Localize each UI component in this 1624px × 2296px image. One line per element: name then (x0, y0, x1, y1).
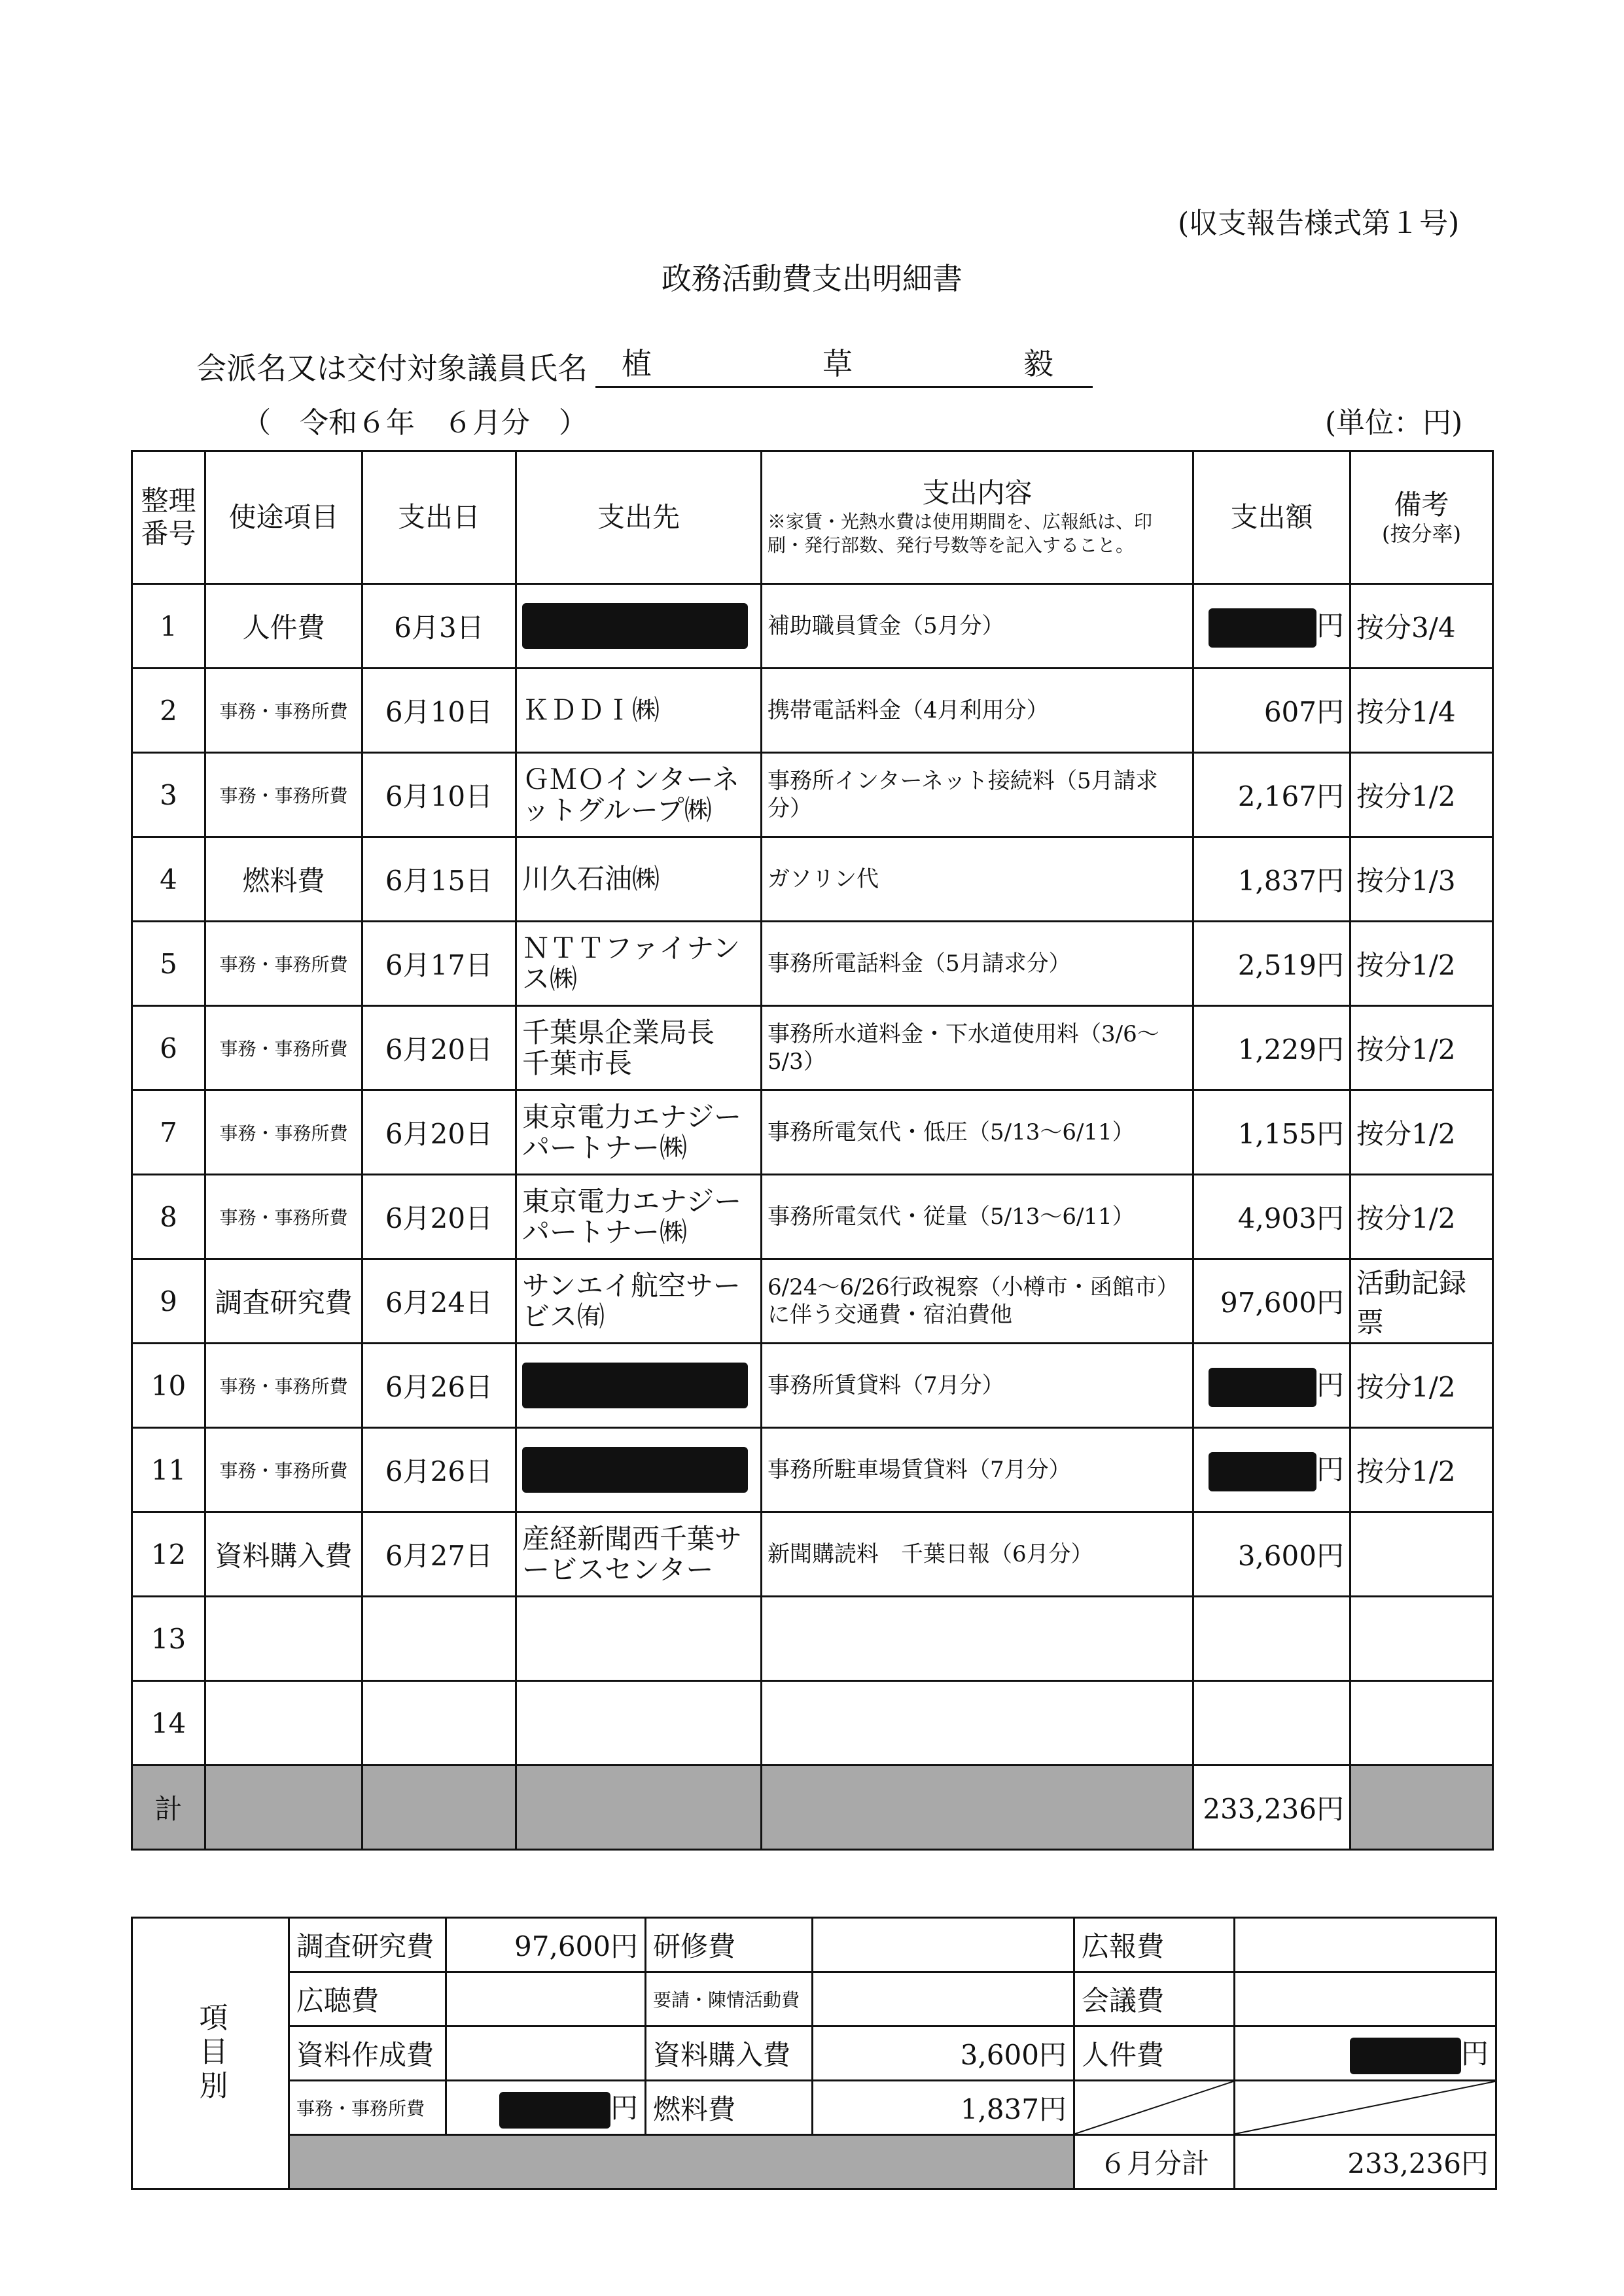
row-remarks: 按分1/2 (1350, 922, 1493, 1006)
row-content: 携帯電話料金（4月利用分） (762, 669, 1193, 753)
member-line (196, 340, 1093, 388)
row-date: 6月26日 (362, 1428, 516, 1512)
table-row (132, 837, 1493, 922)
row-category: 事務・事務所費 (205, 922, 362, 1006)
row-category: 資料購入費 (205, 1512, 362, 1597)
table-row (132, 1344, 1493, 1428)
summary-office-suffix: 円 (610, 2092, 638, 2124)
total-amount: 233,236円 (1193, 1765, 1350, 1850)
row-amount-suffix: 円 (1316, 949, 1344, 981)
row-amount-value: 1,229 (1237, 1034, 1316, 1066)
header-remarks-sub: (按分率) (1382, 521, 1461, 546)
row-date: 6月3日 (362, 584, 516, 669)
row-category: 事務・事務所費 (205, 1090, 362, 1175)
row-amount-suffix: 円 (1316, 1369, 1344, 1401)
row-payee (516, 1681, 762, 1765)
summary-month-total-label: ６月分計 (1074, 2135, 1235, 2189)
row-no: 14 (132, 1681, 205, 1765)
row-amount (1193, 1428, 1350, 1512)
row-amount-suffix: 円 (1316, 1118, 1344, 1150)
row-no: 1 (132, 584, 205, 669)
table-row (132, 1681, 1493, 1765)
row-category: 事務・事務所費 (205, 669, 362, 753)
row-content (762, 1597, 1193, 1681)
summary-pr-value (1235, 1918, 1496, 1972)
member-name (595, 340, 1093, 388)
summary-side-label: 項目別 (132, 1918, 289, 2189)
row-date (362, 1681, 516, 1765)
table-header-row (132, 451, 1493, 584)
summary-personnel-label: 人件費 (1074, 2026, 1235, 2081)
row-category (205, 1597, 362, 1681)
redacted-block (1209, 1368, 1316, 1407)
header-remarks-label: 備考 (1394, 488, 1449, 521)
row-category: 事務・事務所費 (205, 1428, 362, 1512)
row-payee: 東京電力エナジーパートナー㈱ (516, 1090, 762, 1175)
row-payee (516, 1428, 762, 1512)
redacted-block (1209, 608, 1316, 648)
redacted-block (522, 603, 748, 649)
row-amount-value: 3,600 (1237, 1540, 1316, 1572)
row-payee: ＮＴＴファイナンス㈱ (516, 922, 762, 1006)
member-label: 会派名又は交付対象議員氏名 (196, 351, 588, 386)
summary-gray-fill (289, 2135, 1074, 2189)
row-no: 11 (132, 1428, 205, 1512)
table-row (132, 584, 1493, 669)
row-remarks (1350, 1681, 1493, 1765)
row-no: 6 (132, 1006, 205, 1090)
row-remarks: 按分1/2 (1350, 1175, 1493, 1259)
summary-docmaking-value (446, 2026, 646, 2081)
summary-meeting-value (1235, 1972, 1496, 2026)
row-category: 人件費 (205, 584, 362, 669)
row-amount-suffix: 円 (1316, 1453, 1344, 1486)
row-payee: サンエイ航空サービス㈲ (516, 1259, 762, 1344)
unit-label: (単位：円) (1325, 406, 1463, 440)
row-content: 事務所電話料金（5月請求分） (762, 922, 1193, 1006)
table-row (132, 1597, 1493, 1681)
redacted-block (1209, 1452, 1316, 1491)
redacted-block (499, 2092, 610, 2129)
summary-fuel-label: 燃料費 (646, 2081, 813, 2135)
header-no: 整理番号 (132, 451, 205, 584)
form-number: (収支報告様式第１号) (1178, 207, 1460, 240)
row-payee: 千葉県企業局長 千葉市長 (516, 1006, 762, 1090)
row-amount-suffix: 円 (1316, 1202, 1344, 1234)
row-amount (1193, 1597, 1350, 1681)
summary-research-value: 97,600円 (446, 1918, 646, 1972)
row-remarks: 按分3/4 (1350, 584, 1493, 669)
row-amount (1193, 1090, 1350, 1175)
row-content: 事務所電気代・低圧（5/13～6/11） (762, 1090, 1193, 1175)
row-content (762, 1681, 1193, 1765)
row-amount (1193, 1344, 1350, 1428)
row-payee: 産経新聞西千葉サービスセンター (516, 1512, 762, 1597)
summary-fuel-value: 1,837円 (813, 2081, 1074, 2135)
row-content: 補助職員賃金（5月分） (762, 584, 1193, 669)
total-empty (362, 1765, 516, 1850)
row-payee: ＧＭＯインターネットグループ㈱ (516, 753, 762, 837)
row-amount (1193, 837, 1350, 922)
table-body (132, 584, 1493, 1765)
row-amount (1193, 669, 1350, 753)
summary-empty-diagonal (1235, 2081, 1496, 2135)
summary-training-value (813, 1918, 1074, 1972)
row-remarks: 按分1/2 (1350, 1090, 1493, 1175)
total-empty (205, 1765, 362, 1850)
row-date: 6月17日 (362, 922, 516, 1006)
row-category: 事務・事務所費 (205, 1175, 362, 1259)
row-content: 事務所水道料金・下水道使用料（3/6～5/3） (762, 1006, 1193, 1090)
row-category: 調査研究費 (205, 1259, 362, 1344)
diagonal-line (1235, 2081, 1495, 2134)
row-amount-suffix: 円 (1316, 1034, 1344, 1066)
row-content: 事務所インターネット接続料（5月請求分） (762, 753, 1193, 837)
row-remarks: 按分1/2 (1350, 753, 1493, 837)
row-no: 3 (132, 753, 205, 837)
row-date: 6月10日 (362, 753, 516, 837)
row-amount-value: 607 (1263, 696, 1316, 728)
row-category: 事務・事務所費 (205, 753, 362, 837)
row-remarks: 按分1/2 (1350, 1344, 1493, 1428)
row-amount-suffix: 円 (1316, 610, 1344, 642)
header-content (762, 451, 1193, 584)
row-no: 13 (132, 1597, 205, 1681)
table-row (132, 1006, 1493, 1090)
row-amount-suffix: 円 (1316, 780, 1344, 812)
summary-month-total-value: 233,236円 (1235, 2135, 1496, 2189)
row-amount (1193, 1512, 1350, 1597)
row-content: 新聞購読料 千葉日報（6月分） (762, 1512, 1193, 1597)
member-name-char: 草 (822, 346, 853, 381)
summary-hearing-label: 広聴費 (289, 1972, 446, 2026)
diagonal-line (1075, 2081, 1233, 2134)
row-payee: ＫＤＤＩ㈱ (516, 669, 762, 753)
table-row (132, 1259, 1493, 1344)
row-content: 6/24～6/26行政視察（小樽市・函館市）に伴う交通費・宿泊費他 (762, 1259, 1193, 1344)
member-name-char: 植 (622, 346, 652, 381)
row-date: 6月24日 (362, 1259, 516, 1344)
row-amount-value: 2,519 (1237, 949, 1316, 981)
row-no: 12 (132, 1512, 205, 1597)
row-payee (516, 1597, 762, 1681)
row-no: 2 (132, 669, 205, 753)
summary-meeting-label: 会議費 (1074, 1972, 1235, 2026)
header-content-note: ※家賃・光熱水費は使用期間を、広報紙は、印刷・発行部数、発行号数等を記入すること。 (768, 510, 1153, 557)
row-payee (516, 584, 762, 669)
redacted-block (522, 1363, 748, 1408)
table-row (132, 1175, 1493, 1259)
row-date (362, 1597, 516, 1681)
row-amount (1193, 1259, 1350, 1344)
row-amount (1193, 753, 1350, 837)
row-date: 6月27日 (362, 1512, 516, 1597)
row-no: 10 (132, 1344, 205, 1428)
redacted-block (1350, 2038, 1461, 2074)
row-category: 燃料費 (205, 837, 362, 922)
row-date: 6月20日 (362, 1006, 516, 1090)
document-title: 政務活動費支出明細書 (662, 261, 962, 296)
row-date: 6月20日 (362, 1090, 516, 1175)
table-row (132, 1512, 1493, 1597)
total-row (132, 1765, 1493, 1850)
summary-petition-value (813, 1972, 1074, 2026)
row-amount-suffix: 円 (1316, 696, 1344, 728)
summary-hearing-value (446, 1972, 646, 2026)
row-amount-suffix: 円 (1316, 865, 1344, 897)
summary-petition-label: 要請・陳情活動費 (646, 1972, 813, 2026)
row-remarks: 按分1/2 (1350, 1428, 1493, 1512)
row-remarks: 按分1/2 (1350, 1006, 1493, 1090)
table-row (132, 669, 1493, 753)
summary-office-label: 事務・事務所費 (289, 2081, 446, 2135)
row-remarks (1350, 1512, 1493, 1597)
total-empty (516, 1765, 762, 1850)
row-content: 事務所賃貸料（7月分） (762, 1344, 1193, 1428)
row-category: 事務・事務所費 (205, 1344, 362, 1428)
row-amount-value: 4,903 (1237, 1202, 1316, 1234)
row-remarks: 活動記録票 (1350, 1259, 1493, 1344)
total-empty (1350, 1765, 1493, 1850)
row-amount (1193, 1175, 1350, 1259)
row-remarks (1350, 1597, 1493, 1681)
row-no: 8 (132, 1175, 205, 1259)
row-amount-value: 97,600 (1220, 1287, 1316, 1319)
row-date: 6月20日 (362, 1175, 516, 1259)
header-amount: 支出額 (1193, 451, 1350, 584)
header-date: 支出日 (362, 451, 516, 584)
row-amount-suffix: 円 (1316, 1287, 1344, 1319)
row-amount (1193, 584, 1350, 669)
row-category (205, 1681, 362, 1765)
header-remarks (1350, 451, 1493, 584)
table-row (132, 1090, 1493, 1175)
summary-training-label: 研修費 (646, 1918, 813, 1972)
row-category: 事務・事務所費 (205, 1006, 362, 1090)
row-date: 6月15日 (362, 837, 516, 922)
summary-personnel-suffix: 円 (1460, 2038, 1489, 2070)
total-label: 計 (132, 1765, 205, 1850)
summary-empty-diagonal (1074, 2081, 1235, 2135)
row-remarks: 按分1/3 (1350, 837, 1493, 922)
row-amount-suffix: 円 (1316, 1540, 1344, 1572)
row-amount (1193, 1681, 1350, 1765)
table-row (132, 1428, 1493, 1512)
summary-docbuy-label: 資料購入費 (646, 2026, 813, 2081)
row-amount-value: 1,155 (1237, 1118, 1316, 1150)
summary-docbuy-value: 3,600円 (813, 2026, 1074, 2081)
total-empty (762, 1765, 1193, 1850)
summary-docmaking-label: 資料作成費 (289, 2026, 446, 2081)
expense-table (131, 450, 1494, 1851)
header-payee: 支出先 (516, 451, 762, 584)
row-remarks: 按分1/4 (1350, 669, 1493, 753)
row-amount (1193, 1006, 1350, 1090)
summary-office-value (446, 2081, 646, 2135)
row-content: 事務所駐車場賃貸料（7月分） (762, 1428, 1193, 1512)
summary-research-label: 調査研究費 (289, 1918, 446, 1972)
row-content: ガソリン代 (762, 837, 1193, 922)
row-payee (516, 1344, 762, 1428)
row-date: 6月26日 (362, 1344, 516, 1428)
row-no: 7 (132, 1090, 205, 1175)
row-amount-value: 1,837 (1237, 865, 1316, 897)
header-content-label: 支出内容 (922, 477, 1033, 510)
row-amount-value: 2,167 (1237, 780, 1316, 812)
table-row (132, 753, 1493, 837)
summary-personnel-value (1235, 2026, 1496, 2081)
row-payee: 東京電力エナジーパートナー㈱ (516, 1175, 762, 1259)
redacted-block (522, 1447, 748, 1493)
member-name-char: 毅 (1023, 346, 1053, 381)
row-no: 5 (132, 922, 205, 1006)
row-no: 9 (132, 1259, 205, 1344)
row-content: 事務所電気代・従量（5/13～6/11） (762, 1175, 1193, 1259)
row-no: 4 (132, 837, 205, 922)
row-amount (1193, 922, 1350, 1006)
row-date: 6月10日 (362, 669, 516, 753)
summary-table (131, 1917, 1497, 2190)
header-category: 使途項目 (205, 451, 362, 584)
period: （ 令和６年 ６月分 ） (242, 406, 588, 440)
summary-pr-label: 広報費 (1074, 1918, 1235, 1972)
table-row (132, 922, 1493, 1006)
row-payee: 川久石油㈱ (516, 837, 762, 922)
